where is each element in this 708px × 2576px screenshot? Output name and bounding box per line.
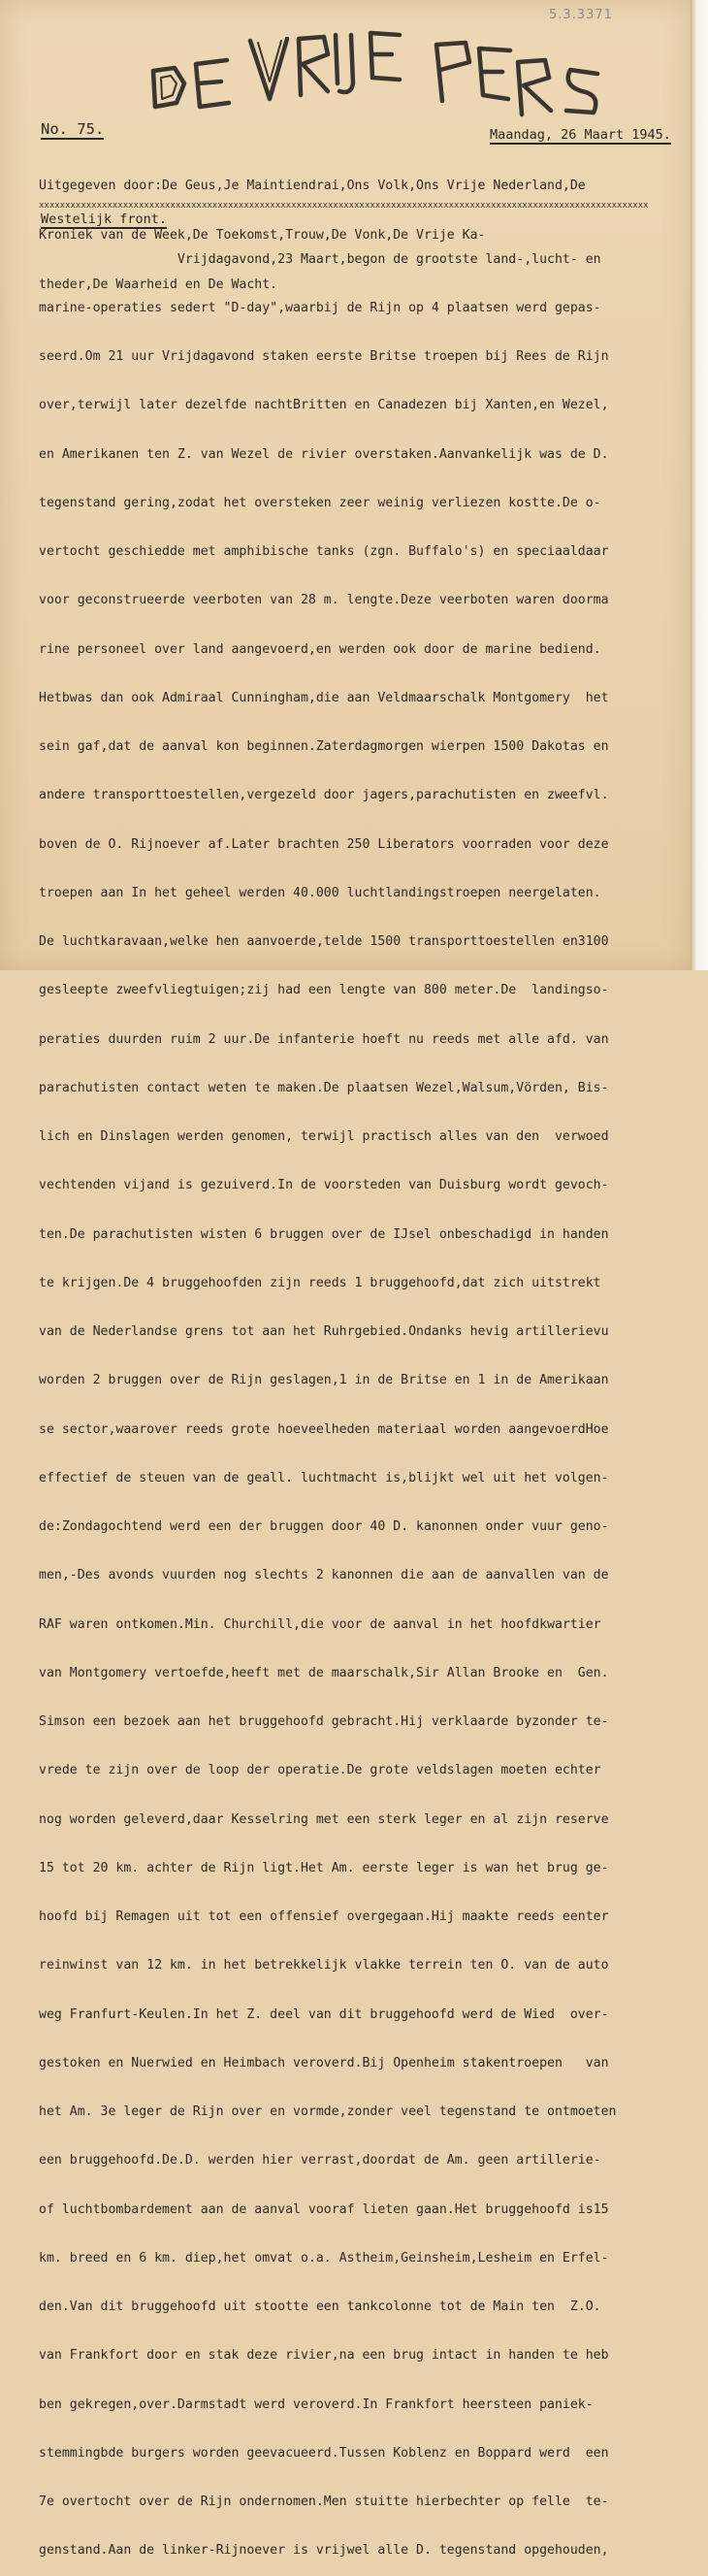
article-line: men,-Des avonds vuurden nog slechts 2 kanonnen die aan de aanvallen van de [39,1568,609,1583]
typed-divider: xxxxxxxxxxxxxxxxxxxxxxxxxxxxxxxxxxxxxxxxxxxxxxxxxxxxxxxxxxxxxxxxxxxxxxxxxxxxxxxxxxxxxxxxxxxxxxxxxxxxxxxxxxxxxxxxxxxx [39,201,649,211]
article-line: nog worden geleverd,daar Kesselring met een sterk leger en al zijn reserve [39,1811,609,1827]
article-line: van Montgomery vertoefde,heeft met de maarschalk,Sir Allan Brooke en Gen. [39,1665,609,1680]
article-line: tegenstand gering,zodat het oversteken zeer weinig verliezen kostte.De o- [39,495,601,510]
article-line: reinwinst van 12 km. in het betrekkelijk vlakke terrein ten O. van de auto [39,1958,609,1973]
article-line: 15 tot 20 km. achter de Rijn ligt.Het Am. eerste leger is wan het brug ge- [39,1860,609,1875]
article-line: over,terwijl later dezelfde nachtBritten en Canadezen bij Xanten,en Wezel, [39,398,609,413]
article-line: te krijgen.De 4 bruggehoofden zijn reeds 1 bruggehoofd,dat zich uitstrekt [39,1275,601,1290]
publishers-line: Uitgegeven door:De Geus,Je Maintiendrai,Ons Volk,Ons Vrije Nederland,De [39,179,586,193]
article-line: de:Zondagochtend werd een der bruggen door 40 D. kanonnen onder vuur geno- [39,1519,609,1534]
article-line: effectief de steuen van de geall. luchtmacht is,blijkt wel uit het volgen- [39,1470,609,1485]
masthead-lettering [145,27,611,114]
article-line: vrede te zijn over de loop der operatie.De grote veldslagen moeten echter [39,1763,601,1778]
article-line: parachutisten contact weten te maken.De plaatsen Wezel,Walsum,Vörden, Bis- [39,1080,609,1095]
article-line: genstand.Aan de linker-Rijnoever is vrijwel alle D. tegenstand opgehouden, [39,2543,609,2559]
article-line: gesleepte zweefvliegtuigen;zij had een lengte van 800 meter.De landingso- [39,983,609,998]
article-line: of luchtbombardement aan de aanval vooraf lieten gaan.Het bruggehoofd is15 [39,2201,609,2217]
article-line: stemmingbde burgers worden geevacueerd.Tussen Koblenz en Boppard werd een [39,2445,609,2461]
article-line: van de Nederlandse grens tot aan het Ruhrgebied.Ondanks hevig artillerievu [39,1324,609,1339]
publishers-line: theder,De Waarheid en De Wacht. [39,277,278,292]
article-line: RAF waren ontkomen.Min. Churchill,die voor de aanval in het hoofdkwartier [39,1616,601,1632]
article-line: vertocht geschiedde met amphibische tanks (zgn. Buffalo's) en speciaaldaar [39,544,609,559]
article-line: De luchtkaravaan,welke hen aanvoerde,telde 1500 transporttoestellen en3100 [39,934,609,949]
article-line: den.Van dit bruggehoofd uit stootte een tankcolonne tot de Main ten Z.O. [39,2299,601,2314]
article-line: vechtenden vijand is gezuiverd.In de voorsteden van Duisburg wordt gevoch- [39,1178,609,1193]
article-body [39,219,693,2576]
section-title: Westelijk front. [41,212,168,227]
article-line: Simson een bezoek aan het bruggehoofd gebracht.Hij verklaarde byzonder te- [39,1714,609,1729]
article-line: een bruggehoofd.De.D. werden hier verrast,doordat de Am. geen artillerie- [39,2153,601,2168]
article-line: het Am. 3e leger de Rijn over en vormde,zonder veel tegenstand te ontmoeten [39,2104,617,2119]
article-line: lich en Dinslagen werden genomen, terwijl practisch alles van den verwoed [39,1129,609,1144]
article-line: 7e overtocht over de Rijn ondernomen.Men stuitte hierbechter op felle te- [39,2494,609,2509]
publishers-line: Kroniek van de Week,De Toekomst,Trouw,De Vonk,De Vrije Ka- [39,228,486,243]
article-line: gestoken en Nuerwied en Heimbach veroverd.Bij Openheim stakentroepen van [39,2055,609,2071]
archive-mark: 5.3.3371 [549,8,613,22]
article-line: troepen aan In het geheel werden 40.000 luchtlandingstroepen neergelaten. [39,885,601,900]
article-line: hoofd bij Remagen uit tot een offensief overgegaan.Hij maakte reeds eenter [39,1909,609,1924]
article-line: ten.De parachutisten wisten 6 bruggen over de IJsel onbeschadigd in handen [39,1226,609,1242]
issue-date: Maandag, 26 Maart 1945. [490,127,671,143]
article-line: andere transporttoestellen,vergezeld door jagers,parachutisten en zweefvl. [39,788,609,803]
article-line: rine personeel over land aangevoerd,en werden ook door de marine bediend. [39,641,601,657]
article-line: Hetbwas dan ook Admiraal Cunningham,die aan Veldmaarschalk Montgomery het [39,690,609,705]
article-line: km. breed en 6 km. diep,het omvat o.a. Astheim,Geinsheim,Lesheim en Erfel- [39,2250,609,2266]
issue-number: No. 75. [41,120,105,138]
article-line: worden 2 bruggen over de Rijn geslagen,1 in de Britse en 1 in de Amerikaan [39,1373,609,1388]
article-line: Vrijdagavond,23 Maart,begon de grootste land-,lucht- en [39,251,601,267]
article-line: sein gaf,dat de aanval kon beginnen.Zaterdagmorgen wierpen 1500 Dakotas en [39,739,609,754]
article-line: en Amerikanen ten Z. van Wezel de rivier overstaken.Aanvankelijk was de D. [39,446,609,462]
article-line: voor geconstrueerde veerboten van 28 m. lengte.Deze veerboten waren doorma [39,593,609,608]
article-line: boven de O. Rijnoever af.Later brachten 250 Liberators voorraden voor deze [39,836,609,852]
article-line: seerd.Om 21 uur Vrijdagavond staken eerste Britse troepen bij Rees de Rijn [39,349,609,364]
article-line: van Frankfort door en stak deze rivier,na een brug intact in handen te heb [39,2348,609,2364]
article-line: se sector,waarover reeds grote hoeveelheden materiaal worden aangevoerdHoe [39,1421,609,1437]
article-line: weg Franfurt-Keulen.In het Z. deel van dit bruggehoofd werd de Wied over- [39,2006,609,2022]
article-line: ben gekregen,over.Darmstadt werd veroverd.In Frankfort heersteen paniek- [39,2397,594,2412]
masthead-logo [145,27,611,114]
article-line: marine-operaties sedert "D-day",waarbij de Rijn op 4 plaatsen werd gepas- [39,300,601,315]
article-line: peraties duurden ruim 2 uur.De infanterie hoeft nu reeds met alle afd. van [39,1031,609,1047]
